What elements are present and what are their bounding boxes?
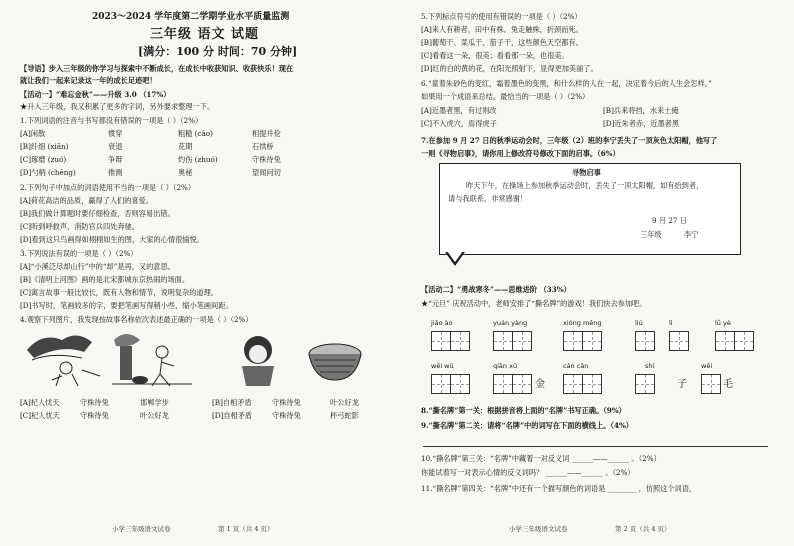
grid-cell[interactable] (493, 331, 513, 351)
question-3-option-d[interactable]: [D]书写时，笔画较多的字，要把笔画写得稍小些，缩小笔画间距。 (20, 301, 233, 310)
writing-grid[interactable] (431, 374, 469, 394)
pinyin-label: yuán yàng (493, 319, 528, 327)
given-character: 子 (677, 379, 687, 390)
writing-grid[interactable] (715, 331, 753, 351)
question-4: 4.观察下列图片，我发现按故事名称依次表述最正确的一项是（ ）（2%） (20, 315, 253, 324)
question-1-option[interactable]: [C]琢磨 (zuó) (20, 155, 67, 164)
question-5-option-a[interactable]: [A]来人有耕者，田中有株。兔走触株，折颈而死。 (421, 25, 583, 34)
question-7-line-1: 7.在参加 9 月 27 日的秋季运动会时，三年级（2）班的李宁丢失了一顶灰色太阳帽，他写了 (421, 136, 718, 145)
question-6-option[interactable]: [A]近墨者黑，有过则改 (421, 106, 497, 115)
illustration-worried-man (22, 330, 102, 388)
question-4-option[interactable]: [B]自相矛盾 (212, 398, 252, 407)
question-2-option-b[interactable]: [B]我们做计算题时要仔细检查，否则容易出错。 (20, 209, 175, 218)
question-10: 10.“撕名牌”第三关：“名牌”中藏着一对反义词 ______——______ 。（2%） (421, 454, 661, 463)
question-4-story: 叶公好龙 (330, 398, 359, 407)
answer-line-q9[interactable] (423, 446, 768, 447)
question-3: 3.下列说法有误的一项是（ ）（2%） (20, 249, 138, 258)
footer-exam-name: 小学三年级语文试卷 (509, 525, 568, 533)
pinyin-label: xióng mēng (563, 319, 602, 327)
guide-line-2: 就让我们一起来记录这一年的成长足迹吧！ (20, 76, 157, 85)
activity-2-intro: ★“元旦” 庆祝活动中，老师安排了“撕名牌”的游戏！我们快去参加吧。 (421, 299, 647, 308)
question-1-word: 争辩 (108, 155, 123, 164)
question-6-option[interactable]: [C]不入虎穴，焉得虎子 (421, 119, 497, 128)
writing-grid[interactable] (563, 374, 601, 394)
question-2-option-d[interactable]: [D]看到这只鸟画得如栩栩如生的图，大家的心情很愉悦。 (20, 235, 204, 244)
illustration-tree-stump-rabbit (112, 330, 192, 388)
question-1-word: 粗糙 (cāo) (178, 129, 213, 138)
lost-notice-box (439, 163, 741, 255)
question-4-story: 守株待兔 (80, 411, 109, 420)
writing-grid[interactable] (563, 331, 601, 351)
question-6-option[interactable]: [D]近朱者赤，近墨者黑 (603, 119, 680, 128)
lost-notice-body-1: 昨天下午，在操场上参加秋季运动会时，丢失了一顶太阳帽，如有拾到者， (466, 181, 704, 190)
grid-cell[interactable] (512, 374, 532, 394)
given-character: 金 (535, 379, 545, 390)
question-1-word: 惯穿 (108, 129, 123, 138)
question-4-story: 守株待兔 (80, 398, 109, 407)
footer-page-number: 第 1 页（共 4 页） (218, 525, 274, 533)
exam-page-2 (397, 0, 794, 546)
footer-page-number: 第 2 页（共 4 页） (615, 525, 671, 533)
writing-grid[interactable] (493, 331, 531, 351)
question-5-option-d[interactable]: [D]红的白的黄的花，在阳光照射下，显得更加美丽了。 (421, 64, 598, 73)
question-2-option-c[interactable]: [C]听到呼救声，消防官兵四处奔驰。 (20, 222, 139, 231)
grid-cell[interactable] (669, 331, 689, 351)
question-3-option-c[interactable]: [C]寓言故事一般比较长，既有人物和情节，说明复杂的道理。 (20, 288, 218, 297)
grid-cell[interactable] (635, 374, 655, 394)
activity-2-heading: 【活动二】“勇战寒冬”——思维进阶 （33%） (421, 285, 571, 294)
illustration-child (228, 330, 288, 388)
question-3-option-a[interactable]: [A]“小溪泛尽却山行”中的“却”是再，又的意思。 (20, 262, 175, 271)
question-1-word: 相提并伦 (252, 129, 281, 138)
question-4-story: 守株待兔 (272, 398, 301, 407)
question-5-option-c[interactable]: [C]看看这一朵，很美；看看那一朵，也很美。 (421, 51, 569, 60)
speech-bubble-tail-inner (447, 251, 463, 262)
pinyin-label: wēi (701, 362, 713, 370)
lost-notice-class: 三年级 (640, 230, 662, 239)
question-1-word: 守株待兔 (252, 155, 281, 164)
question-1-option[interactable]: [B]纤细 (xiān) (20, 142, 69, 151)
grid-cell[interactable] (734, 331, 754, 351)
grid-cell[interactable] (582, 374, 602, 394)
question-1-word: 灼伤 (zhuó) (178, 155, 218, 164)
guide-line-1: 【导语】步入三年级的你学习与探索中不断成长，在成长中收获知识、收获快乐！现在 (20, 64, 294, 73)
question-1-word: 推测 (108, 168, 123, 177)
exam-score-time: [满分：100 分 时间：70 分钟] (138, 45, 298, 58)
grid-cell[interactable] (563, 331, 583, 351)
grid-cell[interactable] (563, 374, 583, 394)
question-1: 1.下列词语的注音与书写都没有错误的一项是（ ）（2%） (20, 116, 203, 125)
lost-notice-date: 9 月 27 日 (652, 216, 687, 225)
writing-grid[interactable] (431, 331, 469, 351)
question-6-line-1: 6.“童着朱砂色的变红，霜着墨色的变黑，和什么样的人在一起，决定着今后的人生会怎样。” (421, 79, 712, 88)
activity-1-intro: ★升入三年级，我又积累了更多的字词，另外要求整理一下。 (20, 102, 215, 111)
question-1-option[interactable]: [D]勺柄 (chēng) (20, 168, 76, 177)
question-4-story: 杯弓蛇影 (330, 411, 359, 420)
question-10-part-b: 你能试着写一对表示心情的反义词吗？ ______——______ 。（2%） (421, 468, 635, 477)
question-1-word: 奥秘 (178, 168, 193, 177)
question-8: 8.“撕名牌”第一关：根据拼音将上面的“名牌”书写正确。（9%） (421, 406, 626, 415)
question-1-word: 望闻问切 (252, 168, 281, 177)
illustration-basket (300, 330, 370, 388)
footer-exam-name: 小学三年级语文试卷 (112, 525, 171, 533)
question-11: 11.“撕名牌”第四关：“名牌”中还有一个描写颜色的词语是 ________ ，仿照这个词语， (421, 484, 697, 493)
pinyin-label: lì (669, 319, 673, 327)
question-7-line-2: 一则《寻物启事》，请你用上修改符号修改下面的启事。（6%） (421, 149, 620, 158)
writing-grid[interactable] (669, 331, 688, 351)
question-5-option-b[interactable]: [B]葡萄干、菜瓜干、茄子干，这些颜色天空都有。 (421, 38, 583, 47)
exam-subject: 三年级 语文 试题 (150, 27, 260, 42)
writing-grid[interactable] (701, 374, 720, 394)
grid-cell[interactable] (701, 374, 721, 394)
question-2: 2.下列句子中加点的词语使用不当的一项是（ ）（2%） (20, 183, 196, 192)
question-4-option[interactable]: [A]杞人忧天 (20, 398, 60, 407)
writing-grid[interactable] (635, 374, 654, 394)
question-9: 9.“撕名牌”第二关：请将“名牌”中的词写在下面的横线上。（4%） (421, 421, 633, 430)
pinyin-label: liú (635, 319, 643, 327)
grid-cell[interactable] (431, 331, 451, 351)
question-1-word: 石拱桥 (252, 142, 274, 151)
question-4-story: 守株待兔 (272, 411, 301, 420)
given-character: 毛 (723, 379, 733, 390)
grid-cell[interactable] (635, 331, 655, 351)
grid-cell[interactable] (512, 331, 532, 351)
question-2-option-a[interactable]: [A]荷花高洁的品质，赢得了人们的喜爱。 (20, 196, 153, 205)
lost-notice-name: 李宁 (684, 230, 699, 239)
pinyin-label: cán cān (563, 362, 589, 370)
question-1-word: 衰退 (108, 142, 123, 151)
grid-cell[interactable] (493, 374, 513, 394)
question-6-line-2: 如果用一个成语来总结，最恰当的一项是（ ）（2%） (421, 92, 590, 101)
grid-cell[interactable] (450, 374, 470, 394)
question-5: 5.下列标点符号的使用有错误的一项是（ ）（2%） (421, 12, 582, 21)
question-1-option[interactable]: [A]闲散 (20, 129, 46, 138)
pinyin-label: jiāo ào (431, 319, 453, 327)
exam-title: 2023～2024 学年度第二学期学业水平质量监测 (92, 12, 290, 22)
activity-1-heading: 【活动一】“难忘金秋”——升级 3.0 （17%） (20, 90, 171, 99)
grid-cell[interactable] (431, 374, 451, 394)
question-3-option-b[interactable]: [B]《清明上河图》画的是北宋都城东京热闹的场面。 (20, 275, 190, 284)
lost-notice-body-2: 请与我联系，非常感谢！ (448, 194, 528, 203)
pinyin-label: lǜ yè (715, 319, 731, 327)
question-6-option[interactable]: [B]兵来将挡，水来土掩 (603, 106, 679, 115)
pinyin-label: qiān xū (493, 362, 518, 370)
grid-cell[interactable] (450, 331, 470, 351)
lost-notice-title: 寻物启事 (572, 168, 601, 177)
grid-cell[interactable] (715, 331, 735, 351)
writing-grid[interactable] (635, 331, 654, 351)
writing-grid[interactable] (493, 374, 531, 394)
question-4-story: 叶公好龙 (140, 411, 169, 420)
pinyin-label: shí (645, 362, 655, 370)
question-4-story: 邯郸学步 (140, 398, 169, 407)
pinyin-label: wēi wū (431, 362, 454, 370)
question-4-option[interactable]: [D]自相矛盾 (212, 411, 253, 420)
question-4-option[interactable]: [C]杞人忧天 (20, 411, 60, 420)
question-1-word: 花期 (178, 142, 193, 151)
grid-cell[interactable] (582, 331, 602, 351)
